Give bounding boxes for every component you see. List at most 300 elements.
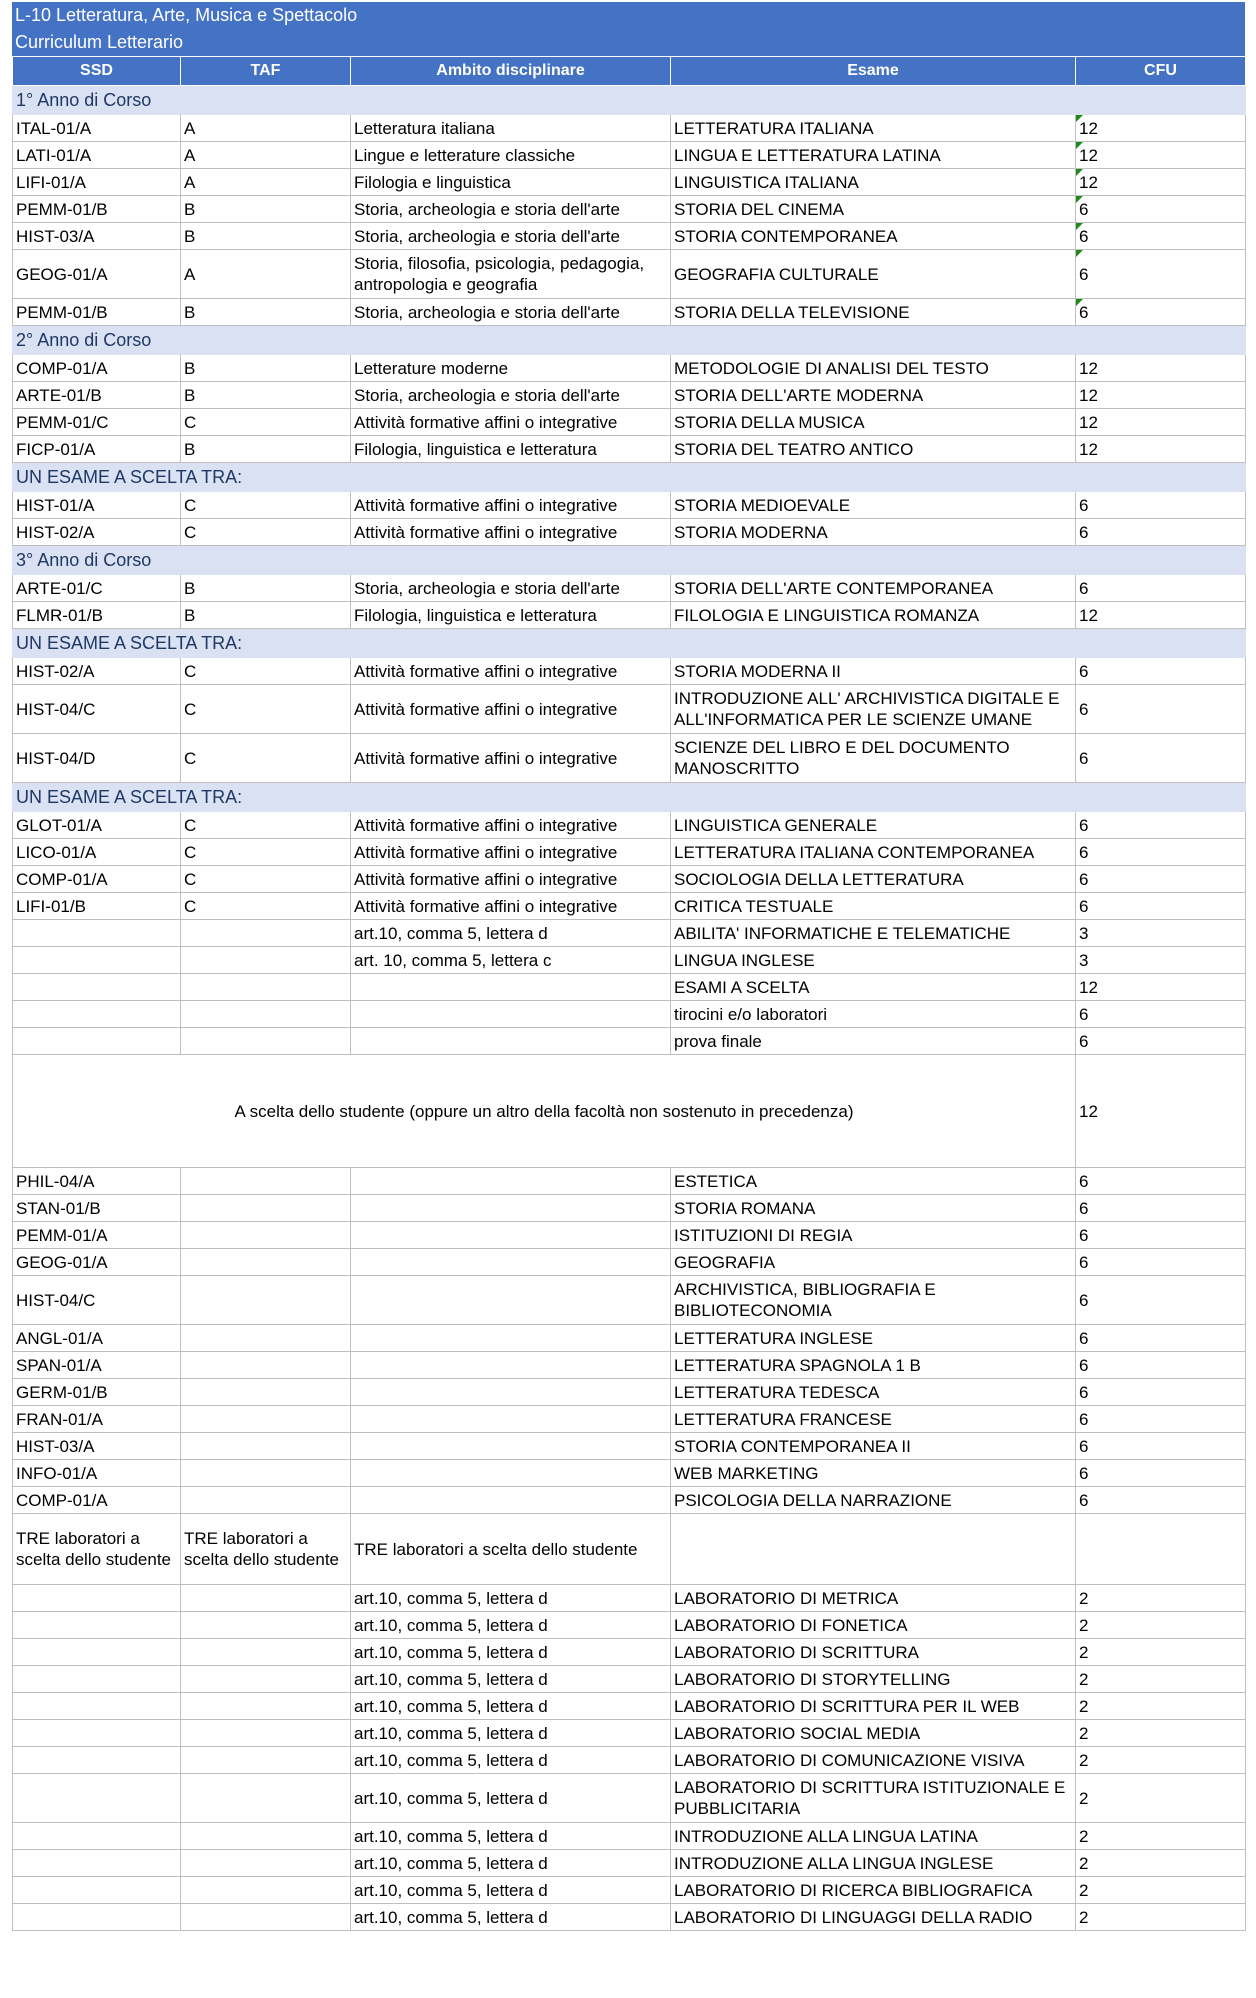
cell-ambito[interactable] — [351, 1001, 671, 1028]
cell-esame[interactable]: FILOLOGIA E LINGUISTICA ROMANZA — [671, 602, 1076, 629]
cell-ambito[interactable]: art.10, comma 5, lettera d — [351, 1823, 671, 1850]
cell-taf[interactable]: C — [181, 839, 351, 866]
cell-esame[interactable]: LABORATORIO DI COMUNICAZIONE VISIVA — [671, 1747, 1076, 1774]
section-label[interactable]: 2° Anno di Corso — [13, 326, 1246, 355]
cell-taf[interactable]: B — [181, 575, 351, 602]
cell-taf[interactable]: B — [181, 355, 351, 382]
table-row — [13, 1195, 1246, 1222]
cell-ambito[interactable]: Storia, archeologia e storia dell'arte — [351, 575, 671, 602]
cell-ambito[interactable]: art.10, comma 5, lettera d — [351, 1693, 671, 1720]
cell-taf[interactable] — [181, 1352, 351, 1379]
cell-ssd[interactable] — [13, 920, 181, 947]
cell-ambito[interactable]: Attività formative affini o integrative — [351, 812, 671, 839]
cell-ssd[interactable]: FICP-01/A — [13, 436, 181, 463]
cell-taf[interactable]: A — [181, 115, 351, 142]
table-row — [13, 1168, 1246, 1195]
cell-cfu[interactable]: 6 — [1076, 734, 1246, 783]
cell-ambito[interactable]: art.10, comma 5, lettera d — [351, 1585, 671, 1612]
header-row — [13, 57, 1246, 86]
cell-ambito[interactable]: Filologia e linguistica — [351, 169, 671, 196]
comment-indicator-icon — [1076, 250, 1083, 257]
cell-ssd[interactable]: PEMM-01/B — [13, 196, 181, 223]
cell-ambito[interactable]: Filologia, linguistica e letteratura — [351, 602, 671, 629]
cell-esame[interactable]: LETTERATURA TEDESCA — [671, 1379, 1076, 1406]
cell-ambito[interactable]: Letterature moderne — [351, 355, 671, 382]
cell-ssd[interactable]: FRAN-01/A — [13, 1406, 181, 1433]
cell-ssd[interactable]: LATI-01/A — [13, 142, 181, 169]
cell-cfu[interactable]: 12 — [1076, 436, 1246, 463]
cell-taf[interactable]: C — [181, 519, 351, 546]
section-label[interactable]: UN ESAME A SCELTA TRA: — [13, 783, 1246, 812]
cell-cfu[interactable] — [1076, 250, 1246, 299]
cell-ssd[interactable]: PEMM-01/C — [13, 409, 181, 436]
cell-ssd[interactable]: TRE laboratori a scelta dello studente — [13, 1514, 181, 1585]
cell-ambito[interactable] — [351, 1406, 671, 1433]
cell-taf[interactable] — [181, 1195, 351, 1222]
table-row — [13, 1514, 1246, 1585]
cell-taf[interactable]: C — [181, 812, 351, 839]
cell-ssd[interactable]: STAN-01/B — [13, 1195, 181, 1222]
cell-ambito[interactable]: Storia, archeologia e storia dell'arte — [351, 196, 671, 223]
cell-taf[interactable] — [181, 1720, 351, 1747]
cell-esame[interactable]: ARCHIVISTICA, BIBLIOGRAFIA E BIBLIOTECONOMIA — [671, 1276, 1076, 1325]
cell-ssd[interactable]: COMP-01/A — [13, 355, 181, 382]
cell-cfu[interactable]: 2 — [1076, 1823, 1246, 1850]
cell-cfu[interactable]: 6 — [1076, 1168, 1246, 1195]
cell-taf[interactable] — [181, 947, 351, 974]
section-label[interactable]: UN ESAME A SCELTA TRA: — [13, 463, 1246, 492]
cell-ssd[interactable]: GLOT-01/A — [13, 812, 181, 839]
cell-taf[interactable]: B — [181, 382, 351, 409]
cell-ambito[interactable] — [351, 1276, 671, 1325]
cell-ssd[interactable]: HIST-02/A — [13, 658, 181, 685]
cell-ssd[interactable]: HIST-01/A — [13, 492, 181, 519]
table-row — [13, 382, 1246, 409]
cell-cfu[interactable]: 2 — [1076, 1666, 1246, 1693]
cell-esame[interactable]: LABORATORIO DI SCRITTURA ISTITUZIONALE E PUBBLICITARIA — [671, 1774, 1076, 1823]
cell-cfu[interactable]: 12 — [1076, 1055, 1246, 1168]
cell-taf[interactable] — [181, 1460, 351, 1487]
cell-taf[interactable]: C — [181, 492, 351, 519]
cell-ambito[interactable]: Attività formative affini o integrative — [351, 409, 671, 436]
cell-taf[interactable]: B — [181, 196, 351, 223]
cell-ambito[interactable] — [351, 1352, 671, 1379]
cell-esame[interactable]: GEOGRAFIA CULTURALE — [671, 250, 1076, 299]
cell-ssd[interactable]: PHIL-04/A — [13, 1168, 181, 1195]
cell-esame[interactable]: STORIA MODERNA — [671, 519, 1076, 546]
cell-ssd[interactable] — [13, 1747, 181, 1774]
cell-taf[interactable] — [181, 1693, 351, 1720]
cell-ambito[interactable] — [351, 1222, 671, 1249]
cell-taf[interactable] — [181, 1249, 351, 1276]
cell-ssd[interactable] — [13, 1612, 181, 1639]
table-row — [13, 1433, 1246, 1460]
cell-cfu[interactable]: 6 — [1076, 575, 1246, 602]
cell-cfu[interactable] — [1076, 299, 1246, 326]
cell-esame[interactable]: LABORATORIO DI SCRITTURA — [671, 1639, 1076, 1666]
cell-ssd[interactable]: ARTE-01/C — [13, 575, 181, 602]
cell-esame[interactable]: STORIA DELL'ARTE CONTEMPORANEA — [671, 575, 1076, 602]
table-row — [13, 1249, 1246, 1276]
cell-ssd[interactable] — [13, 1001, 181, 1028]
cell-esame[interactable]: STORIA DEL TEATRO ANTICO — [671, 436, 1076, 463]
cell-ssd[interactable] — [13, 1774, 181, 1823]
cell-esame[interactable]: STORIA DELLA TELEVISIONE — [671, 299, 1076, 326]
cell-cfu[interactable]: 6 — [1076, 1195, 1246, 1222]
cell-cfu[interactable]: 6 — [1076, 812, 1246, 839]
cell-ambito[interactable] — [351, 1249, 671, 1276]
cell-ssd[interactable]: LICO-01/A — [13, 839, 181, 866]
cell-ambito[interactable]: art.10, comma 5, lettera d — [351, 1774, 671, 1823]
cell-taf[interactable]: A — [181, 142, 351, 169]
cell-ambito[interactable]: Letteratura italiana — [351, 115, 671, 142]
cell-ssd[interactable]: LIFI-01/B — [13, 893, 181, 920]
cell-ssd[interactable] — [13, 1585, 181, 1612]
cell-ambito[interactable] — [351, 974, 671, 1001]
cell-esame[interactable]: LETTERATURA SPAGNOLA 1 B — [671, 1352, 1076, 1379]
cell-taf[interactable] — [181, 974, 351, 1001]
cell-cfu[interactable] — [1076, 1514, 1246, 1585]
cell-cfu[interactable]: 6 — [1076, 1028, 1246, 1055]
cell-taf[interactable]: C — [181, 409, 351, 436]
cell-esame[interactable]: STORIA MEDIOEVALE — [671, 492, 1076, 519]
column-header-esame[interactable]: Esame — [671, 57, 1076, 86]
cell-esame[interactable]: STORIA DELLA MUSICA — [671, 409, 1076, 436]
cell-ssd[interactable] — [13, 1904, 181, 1931]
cell-ambito[interactable]: Attività formative affini o integrative — [351, 658, 671, 685]
cell-taf[interactable] — [181, 1612, 351, 1639]
cell-cfu[interactable]: 6 — [1076, 1406, 1246, 1433]
cell-ssd[interactable]: HIST-04/C — [13, 1276, 181, 1325]
cell-ssd[interactable] — [13, 1693, 181, 1720]
cell-ambito[interactable]: art.10, comma 5, lettera d — [351, 1747, 671, 1774]
cell-ssd[interactable]: FLMR-01/B — [13, 602, 181, 629]
cell-cfu[interactable]: 6 — [1076, 1276, 1246, 1325]
cell-ambito[interactable] — [351, 1379, 671, 1406]
cell-taf[interactable] — [181, 1904, 351, 1931]
cell-taf[interactable]: C — [181, 685, 351, 734]
cell-cfu[interactable]: 6 — [1076, 893, 1246, 920]
cell-cfu[interactable]: 2 — [1076, 1639, 1246, 1666]
curriculum-subtitle: Curriculum Letterario — [15, 32, 184, 52]
sheet-title-block — [12, 2, 1245, 56]
cell-ssd[interactable]: ITAL-01/A — [13, 115, 181, 142]
section-label[interactable]: 1° Anno di Corso — [13, 86, 1246, 115]
cell-cfu[interactable] — [1076, 169, 1246, 196]
cell-ambito[interactable] — [351, 1195, 671, 1222]
table-row — [13, 436, 1246, 463]
cell-esame[interactable]: LABORATORIO DI RICERCA BIBLIOGRAFICA — [671, 1877, 1076, 1904]
cell-ambito[interactable] — [351, 1433, 671, 1460]
cell-ambito[interactable]: art.10, comma 5, lettera d — [351, 1666, 671, 1693]
cell-taf[interactable] — [181, 920, 351, 947]
cell-cfu[interactable]: 6 — [1076, 519, 1246, 546]
cell-ssd[interactable] — [13, 1666, 181, 1693]
column-header-ambito[interactable]: Ambito disciplinare — [351, 57, 671, 86]
cell-esame[interactable]: WEB MARKETING — [671, 1460, 1076, 1487]
column-header-ssd[interactable]: SSD — [13, 57, 181, 86]
table-row — [13, 1585, 1246, 1612]
cell-cfu[interactable] — [1076, 223, 1246, 250]
cell-taf[interactable]: B — [181, 436, 351, 463]
cell-taf[interactable] — [181, 1877, 351, 1904]
cell-ssd[interactable] — [13, 1028, 181, 1055]
table-row — [13, 602, 1246, 629]
cell-ssd[interactable] — [13, 1720, 181, 1747]
cell-esame[interactable]: INTRODUZIONE ALLA LINGUA LATINA — [671, 1823, 1076, 1850]
column-header-cfu[interactable]: CFU — [1076, 57, 1246, 86]
cell-ambito[interactable]: Attività formative affini o integrative — [351, 685, 671, 734]
cell-cfu[interactable]: 12 — [1076, 355, 1246, 382]
cell-taf[interactable] — [181, 1406, 351, 1433]
cell-ssd[interactable]: GERM-01/B — [13, 1379, 181, 1406]
cell-esame[interactable] — [671, 1514, 1076, 1585]
cell-cfu[interactable]: 6 — [1076, 1487, 1246, 1514]
cell-ambito[interactable] — [351, 1460, 671, 1487]
section-label[interactable]: 3° Anno di Corso — [13, 546, 1246, 575]
section-label[interactable]: UN ESAME A SCELTA TRA: — [13, 629, 1246, 658]
cell-ambito[interactable] — [351, 1168, 671, 1195]
cell-ambito[interactable] — [351, 1028, 671, 1055]
cell-esame[interactable]: STORIA ROMANA — [671, 1195, 1076, 1222]
cell-cfu[interactable]: 6 — [1076, 1352, 1246, 1379]
cell-ambito[interactable]: Attività formative affini o integrative — [351, 492, 671, 519]
cfu-value: 12 — [1079, 172, 1098, 192]
cell-ssd[interactable]: COMP-01/A — [13, 866, 181, 893]
cell-cfu[interactable] — [1076, 196, 1246, 223]
cell-taf[interactable]: C — [181, 866, 351, 893]
cell-cfu[interactable]: 6 — [1076, 1379, 1246, 1406]
cell-taf[interactable] — [181, 1222, 351, 1249]
cell-ambito[interactable]: Attività formative affini o integrative — [351, 734, 671, 783]
cell-ssd[interactable]: ANGL-01/A — [13, 1325, 181, 1352]
cell-ssd[interactable]: HIST-03/A — [13, 223, 181, 250]
cell-esame[interactable]: LABORATORIO DI LINGUAGGI DELLA RADIO — [671, 1904, 1076, 1931]
cell-taf[interactable]: A — [181, 250, 351, 299]
cell-ambito[interactable]: Attività formative affini o integrative — [351, 839, 671, 866]
cell-esame[interactable]: LABORATORIO DI METRICA — [671, 1585, 1076, 1612]
cell-taf[interactable] — [181, 1001, 351, 1028]
cell-cfu[interactable]: 2 — [1076, 1774, 1246, 1823]
cell-taf[interactable]: A — [181, 169, 351, 196]
cell-esame[interactable]: SCIENZE DEL LIBRO E DEL DOCUMENTO MANOSCRITTO — [671, 734, 1076, 783]
cell-esame[interactable]: ESTETICA — [671, 1168, 1076, 1195]
cell-ambito[interactable]: Attività formative affini o integrative — [351, 519, 671, 546]
cell-taf[interactable] — [181, 1774, 351, 1823]
cell-esame[interactable]: LINGUA E LETTERATURA LATINA — [671, 142, 1076, 169]
cell-cfu[interactable]: 3 — [1076, 920, 1246, 947]
cell-ssd[interactable]: GEOG-01/A — [13, 250, 181, 299]
cell-taf[interactable]: C — [181, 658, 351, 685]
cell-ambito[interactable]: Attività formative affini o integrative — [351, 866, 671, 893]
cell-esame[interactable]: LETTERATURA ITALIANA — [671, 115, 1076, 142]
cell-ambito[interactable]: art.10, comma 5, lettera d — [351, 1904, 671, 1931]
cell-ambito[interactable]: Storia, archeologia e storia dell'arte — [351, 299, 671, 326]
cell-cfu[interactable]: 2 — [1076, 1877, 1246, 1904]
cell-ssd[interactable]: INFO-01/A — [13, 1460, 181, 1487]
cell-ambito[interactable]: art. 10, comma 5, lettera c — [351, 947, 671, 974]
table-row — [13, 1352, 1246, 1379]
cell-ssd[interactable]: PEMM-01/A — [13, 1222, 181, 1249]
cell-ssd[interactable] — [13, 1639, 181, 1666]
cell-esame[interactable]: ABILITA' INFORMATICHE E TELEMATICHE — [671, 920, 1076, 947]
cell-esame[interactable]: LETTERATURA FRANCESE — [671, 1406, 1076, 1433]
cell-esame[interactable]: LABORATORIO DI FONETICA — [671, 1612, 1076, 1639]
cell-ambito[interactable]: Attività formative affini o integrative — [351, 893, 671, 920]
cell-ssd[interactable]: GEOG-01/A — [13, 1249, 181, 1276]
cell-ssd[interactable]: HIST-03/A — [13, 1433, 181, 1460]
cell-taf[interactable] — [181, 1325, 351, 1352]
cell-ssd[interactable] — [13, 1850, 181, 1877]
cell-cfu[interactable]: 6 — [1076, 1433, 1246, 1460]
cell-ssd[interactable] — [13, 1877, 181, 1904]
cell-ambito[interactable]: art.10, comma 5, lettera d — [351, 1850, 671, 1877]
cell-ssd[interactable]: SPAN-01/A — [13, 1352, 181, 1379]
cell-cfu[interactable] — [1076, 142, 1246, 169]
cell-cfu[interactable]: 6 — [1076, 1460, 1246, 1487]
cell-cfu[interactable]: 2 — [1076, 1904, 1246, 1931]
cell-esame[interactable]: LABORATORIO DI STORYTELLING — [671, 1666, 1076, 1693]
cell-ambito[interactable]: TRE laboratori a scelta dello studente — [351, 1514, 671, 1585]
cell-ssd[interactable] — [13, 1823, 181, 1850]
cell-ssd[interactable] — [13, 947, 181, 974]
column-header-taf[interactable]: TAF — [181, 57, 351, 86]
cell-ssd[interactable]: HIST-02/A — [13, 519, 181, 546]
table-row — [13, 169, 1246, 196]
table-row — [13, 492, 1246, 519]
cell-esame[interactable]: ISTITUZIONI DI REGIA — [671, 1222, 1076, 1249]
cell-cfu[interactable]: 12 — [1076, 602, 1246, 629]
cell-cfu[interactable]: 6 — [1076, 658, 1246, 685]
cell-esame[interactable]: LINGUISTICA ITALIANA — [671, 169, 1076, 196]
cell-cfu[interactable]: 6 — [1076, 1222, 1246, 1249]
cell-esame[interactable]: prova finale — [671, 1028, 1076, 1055]
cell-ssd[interactable]: ARTE-01/B — [13, 382, 181, 409]
cell-taf[interactable]: B — [181, 299, 351, 326]
cell-ambito[interactable]: Storia, filosofia, psicologia, pedagogia, antropologia e geografia — [351, 250, 671, 299]
cell-ssd[interactable] — [13, 974, 181, 1001]
cell-esame[interactable]: STORIA CONTEMPORANEA — [671, 223, 1076, 250]
cell-cfu[interactable]: 6 — [1076, 492, 1246, 519]
cell-taf[interactable] — [181, 1168, 351, 1195]
cell-cfu[interactable]: 6 — [1076, 685, 1246, 734]
cell-ambito[interactable] — [351, 1487, 671, 1514]
cell-ambito[interactable]: art.10, comma 5, lettera d — [351, 1639, 671, 1666]
cell-esame[interactable]: STORIA DEL CINEMA — [671, 196, 1076, 223]
cell-taf[interactable] — [181, 1666, 351, 1693]
cell-taf[interactable]: B — [181, 602, 351, 629]
cell-esame[interactable]: INTRODUZIONE ALLA LINGUA INGLESE — [671, 1850, 1076, 1877]
course-title: L-10 Letteratura, Arte, Musica e Spettacolo — [15, 5, 358, 25]
cell-esame[interactable]: STORIA MODERNA II — [671, 658, 1076, 685]
table-row — [13, 658, 1246, 685]
cell-esame[interactable]: SOCIOLOGIA DELLA LETTERATURA — [671, 866, 1076, 893]
cell-ambito[interactable]: art.10, comma 5, lettera d — [351, 1877, 671, 1904]
cell-note[interactable]: A scelta dello studente (oppure un altro della facoltà non sostenuto in precedenza) — [13, 1055, 1076, 1168]
cell-esame[interactable]: INTRODUZIONE ALL' ARCHIVISTICA DIGITALE E ALL'INFORMATICA PER LE SCIENZE UMANE — [671, 685, 1076, 734]
cell-ssd[interactable]: HIST-04/C — [13, 685, 181, 734]
cell-cfu[interactable]: 6 — [1076, 1325, 1246, 1352]
cell-taf[interactable]: B — [181, 223, 351, 250]
cell-cfu[interactable]: 3 — [1076, 947, 1246, 974]
comment-indicator-icon — [1076, 169, 1083, 176]
cell-taf[interactable] — [181, 1379, 351, 1406]
cell-esame[interactable]: STORIA DELL'ARTE MODERNA — [671, 382, 1076, 409]
cell-esame[interactable]: LETTERATURA INGLESE — [671, 1325, 1076, 1352]
cell-cfu[interactable]: 2 — [1076, 1693, 1246, 1720]
cell-taf[interactable] — [181, 1433, 351, 1460]
cell-esame[interactable]: CRITICA TESTUALE — [671, 893, 1076, 920]
cell-ssd[interactable]: PEMM-01/B — [13, 299, 181, 326]
cell-cfu[interactable]: 2 — [1076, 1720, 1246, 1747]
section-row — [13, 629, 1246, 658]
cell-taf[interactable] — [181, 1276, 351, 1325]
cell-cfu[interactable]: 12 — [1076, 409, 1246, 436]
cell-taf[interactable]: C — [181, 893, 351, 920]
cell-esame[interactable]: METODOLOGIE DI ANALISI DEL TESTO — [671, 355, 1076, 382]
cell-taf[interactable] — [181, 1639, 351, 1666]
cell-esame[interactable]: PSICOLOGIA DELLA NARRAZIONE — [671, 1487, 1076, 1514]
cell-cfu[interactable]: 6 — [1076, 866, 1246, 893]
cell-cfu[interactable]: 6 — [1076, 839, 1246, 866]
cell-taf[interactable] — [181, 1823, 351, 1850]
cell-cfu[interactable]: 2 — [1076, 1850, 1246, 1877]
cell-esame[interactable]: STORIA CONTEMPORANEA II — [671, 1433, 1076, 1460]
cell-esame[interactable]: LINGUA INGLESE — [671, 947, 1076, 974]
cell-esame[interactable]: LABORATORIO SOCIAL MEDIA — [671, 1720, 1076, 1747]
cell-esame[interactable]: LETTERATURA ITALIANA CONTEMPORANEA — [671, 839, 1076, 866]
cell-taf[interactable] — [181, 1747, 351, 1774]
cell-ambito[interactable] — [351, 1325, 671, 1352]
curriculum-table — [12, 56, 1246, 1931]
cell-ambito[interactable]: art.10, comma 5, lettera d — [351, 1612, 671, 1639]
table-row — [13, 142, 1246, 169]
cell-taf[interactable] — [181, 1028, 351, 1055]
cell-cfu[interactable]: 6 — [1076, 1001, 1246, 1028]
cell-taf[interactable]: C — [181, 734, 351, 783]
table-row — [13, 839, 1246, 866]
cell-ssd[interactable]: LIFI-01/A — [13, 169, 181, 196]
cell-esame[interactable]: LABORATORIO DI SCRITTURA PER IL WEB — [671, 1693, 1076, 1720]
cell-cfu[interactable]: 6 — [1076, 1249, 1246, 1276]
cell-taf[interactable] — [181, 1487, 351, 1514]
table-row — [13, 409, 1246, 436]
cell-taf[interactable] — [181, 1850, 351, 1877]
cell-esame[interactable]: GEOGRAFIA — [671, 1249, 1076, 1276]
cell-ambito[interactable]: Lingue e letterature classiche — [351, 142, 671, 169]
cell-esame[interactable]: tirocini e/o laboratori — [671, 1001, 1076, 1028]
cell-ambito[interactable]: art.10, comma 5, lettera d — [351, 1720, 671, 1747]
table-row — [13, 734, 1246, 783]
cell-esame[interactable]: ESAMI A SCELTA — [671, 974, 1076, 1001]
cell-ambito[interactable]: Filologia, linguistica e letteratura — [351, 436, 671, 463]
cell-ssd[interactable]: HIST-04/D — [13, 734, 181, 783]
cell-ambito[interactable]: Storia, archeologia e storia dell'arte — [351, 223, 671, 250]
cell-ambito[interactable]: Storia, archeologia e storia dell'arte — [351, 382, 671, 409]
cell-taf[interactable]: TRE laboratori a scelta dello studente — [181, 1514, 351, 1585]
cell-taf[interactable] — [181, 1585, 351, 1612]
cell-cfu[interactable]: 12 — [1076, 382, 1246, 409]
cell-esame[interactable]: LINGUISTICA GENERALE — [671, 812, 1076, 839]
cell-cfu[interactable]: 2 — [1076, 1612, 1246, 1639]
cell-ambito[interactable]: art.10, comma 5, lettera d — [351, 920, 671, 947]
cell-cfu[interactable]: 2 — [1076, 1585, 1246, 1612]
cell-cfu[interactable]: 2 — [1076, 1747, 1246, 1774]
cell-cfu[interactable] — [1076, 115, 1246, 142]
table-row — [13, 196, 1246, 223]
cell-ssd[interactable]: COMP-01/A — [13, 1487, 181, 1514]
cell-cfu[interactable]: 12 — [1076, 974, 1246, 1001]
